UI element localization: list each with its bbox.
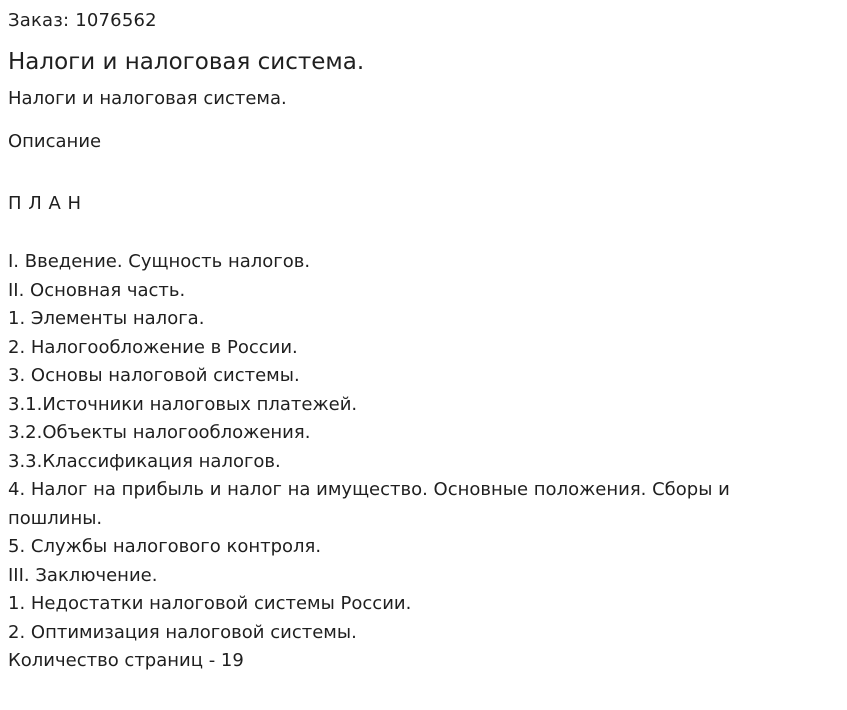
- plan-item: 4. Налог на прибыль и налог на имущество. Основные положения. Сборы и пошлины.: [8, 479, 730, 529]
- plan-item: III. Заключение.: [8, 564, 158, 586]
- plan-item: 1. Недостатки налоговой системы России.: [8, 593, 412, 614]
- plan-item: 2. Оптимизация налоговой системы.: [8, 621, 357, 643]
- description-heading: Описание: [8, 131, 102, 152]
- plan-list: [8, 248, 798, 676]
- plan-item: 1. Элементы налога.: [8, 308, 205, 329]
- document-subtitle: Налоги и налоговая система.: [8, 88, 287, 109]
- plan-item: II. Основная часть.: [8, 279, 186, 301]
- plan-heading: П Л А Н: [8, 193, 82, 214]
- plan-item: 3.3.Классификация налогов.: [8, 450, 281, 472]
- page-count: Количество страниц - 19: [8, 650, 244, 671]
- order-number: Заказ: 1076562: [8, 10, 157, 31]
- plan-item: 5. Службы налогового контроля.: [8, 536, 322, 557]
- document-title: Налоги и налоговая система.: [8, 49, 365, 75]
- plan-item: 3. Основы налоговой системы.: [8, 365, 300, 386]
- plan-item: 2. Налогообложение в России.: [8, 336, 298, 358]
- plan-item: I. Введение. Сущность налогов.: [8, 251, 311, 272]
- plan-item: 3.1.Источники налоговых платежей.: [8, 393, 358, 415]
- plan-item: 3.2.Объекты налогообложения.: [8, 422, 311, 443]
